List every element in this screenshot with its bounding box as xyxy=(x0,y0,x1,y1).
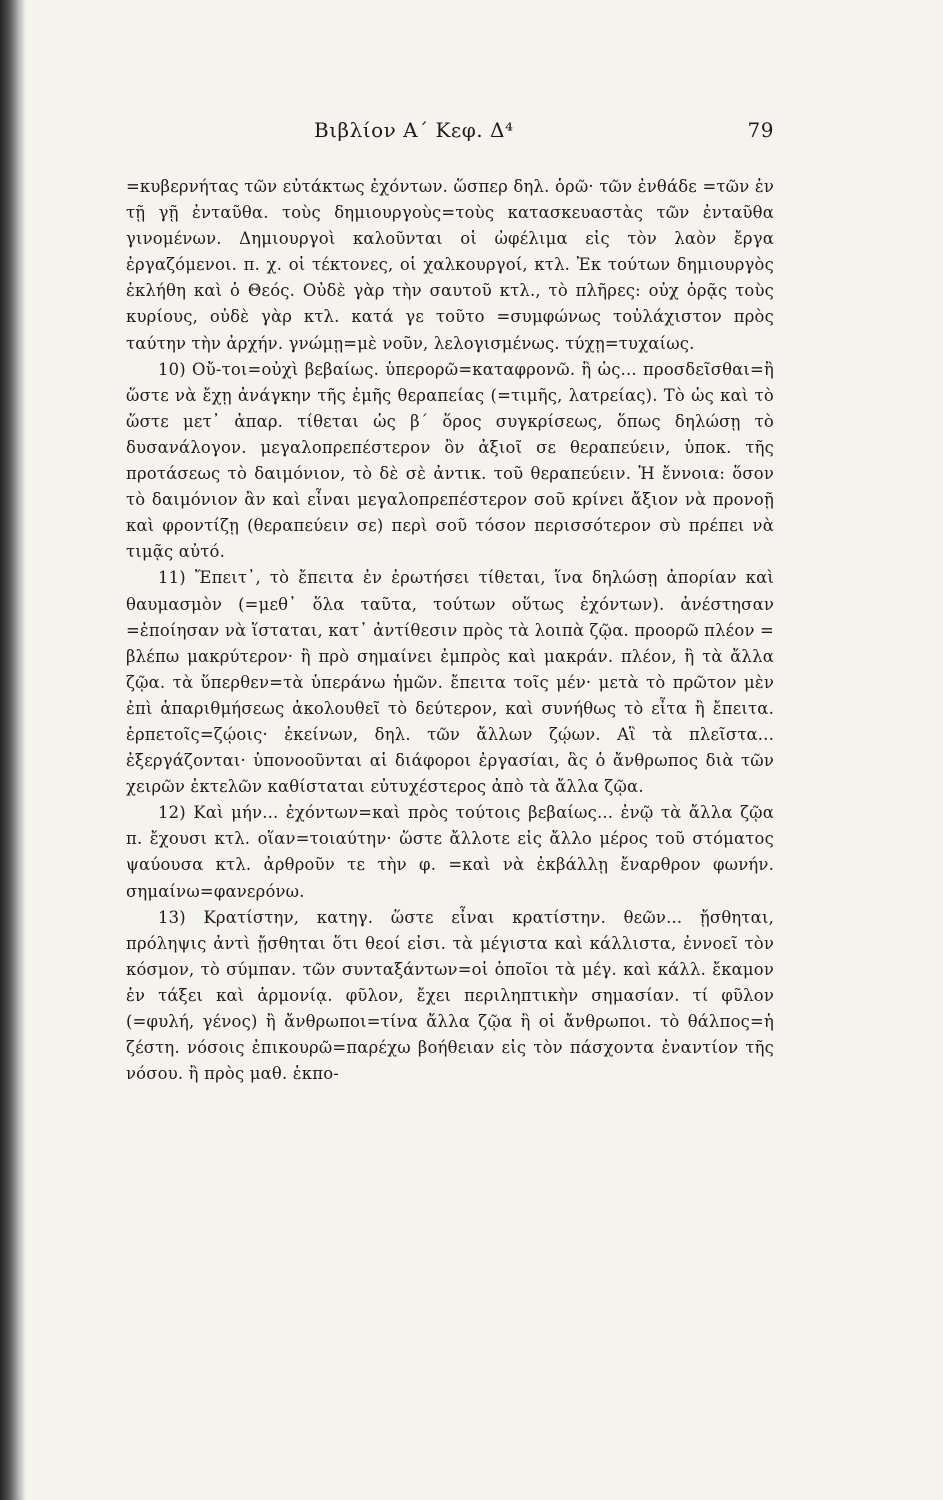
running-header xyxy=(126,118,774,152)
page-body xyxy=(126,174,774,1087)
paragraph-continuation: =κυβερνήτας τῶν εὐτάκτως ἐχόντων. ὥσπερ δηλ. ὁρῶ· τῶν ἐνθάδε =τῶν ἐν τῇ γῇ ἐνταῦθα. τοὺς δημιουργοὺς=τοὺς κατασκευαστὰς τῶν ἐνταῦθα γινομένων. Δημιουργοὶ καλοῦνται οἱ ὠφέλιμα εἰς τὸν λαὸν ἔργα ἐργαζόμενοι. π. χ. οἱ τέκτονες, οἱ χαλκουργοί, κτλ. Ἐκ τούτων δημιουργὸς ἐκλήθη καὶ ὁ Θεός. Οὐδὲ γὰρ τὴν σαυτοῦ κτλ., τὸ πλῆρες: οὐχ ὁρᾷς τοὺς κυρίους, οὐδὲ γὰρ κτλ. κατά γε τοῦτο =συμφώνως τοὐλάχιστον πρὸς ταύτην τὴν ἀρχήν. γνώμῃ=μὲ νοῦν, λελογισμένως. τύχῃ=τυχαίως. xyxy=(126,177,774,353)
paragraph-note-13: 13) Κρατίστην, κατηγ. ὥστε εἶναι κρατίστην. θεῶν... ᾔσθηται, πρόληψις ἀντὶ ᾔσθηται ὅτι θεοί εἰσι. τὰ μέγιστα καὶ κάλλιστα, ἐννοεῖ τὸν κόσμον, τὸ σύμπαν. τῶν συνταξάντων=οἱ ὁποῖοι τὰ μέγ. καὶ κάλλ. ἔκαμον ἐν τάξει καὶ ἁρμονίᾳ. φῦλον, ἔχει περιληπτικὴν σημασίαν. τί φῦλον (=φυλή, γένος) ἢ ἄνθρωποι=τίνα ἄλλα ζῷα ἢ οἱ ἄνθρωποι. τὸ θάλπος=ἡ ζέστη. νόσοις ἐπικουρῶ=παρέχω βοήθειαν εἰς τὸν πάσχοντα ἐναντίον τῆς νόσου. ἢ πρὸς μαθ. ἐκπο- xyxy=(126,907,774,1084)
page-number: 79 xyxy=(747,118,774,142)
paragraph-note-11: 11) Ἔπειτ᾿, τὸ ἔπειτα ἐν ἐρωτήσει τίθεται, ἵνα δηλώσῃ ἀπορίαν καὶ θαυμασμὸν (=μεθ᾿ ὅλα ταῦτα, τούτων οὕτως ἐχόντων). ἀνέστησαν =ἐποίησαν νὰ ἵσταται, κατ᾿ ἀντίθεσιν πρὸς τὰ λοιπὰ ζῷα. προορῶ πλέον = βλέπω μακρύτερον· ἢ πρὸ σημαίνει ἐμπρὸς καὶ μακράν. πλέον, ἢ τὰ ἄλλα ζῷα. τὰ ὕπερθεν=τὰ ὑπεράνω ἡμῶν. ἔπειτα τοῖς μέν· μετὰ τὸ πρῶτον μὲν ἐπὶ ἀπαριθμήσεως ἀκολουθεῖ τὸ δεύτερον, καὶ συνήθως τὸ εἶτα ἢ ἔπειτα. ἑρπετοῖς=ζῴοις· ἐκείνων, δηλ. τῶν ἄλλων ζῴων. Αἳ τὰ πλεῖστα... ἐξεργάζονται· ὑπονοοῦνται αἱ διάφοροι ἐργασίαι, ἃς ὁ ἄνθρωπος διὰ τῶν χειρῶν ἐκτελῶν καθίσταται εὐτυχέστερος ἀπὸ τὰ ἄλλα ζῷα. xyxy=(126,568,774,797)
paragraph-note-12: 12) Καὶ μήν... ἐχόντων=καὶ πρὸς τούτοις βεβαίως... ἐνῷ τὰ ἄλλα ζῷα π. ἔχουσι κτλ. οἵαν=τοιαύτην· ὥστε ἄλλοτε εἰς ἄλλο μέρος τοῦ στόματος ψαύουσα κτλ. ἀρθροῦν τε τὴν φ. =καὶ νὰ ἐκβάλλῃ ἔναρθρον φωνήν. σημαίνω=φανερόνω. xyxy=(126,803,774,901)
page-edge-shadow xyxy=(0,0,26,1500)
running-title: Βιβλίον Α΄ Κεφ. Δ⁴ xyxy=(314,118,514,142)
paragraph-note-10: 10) Οὔ-τοι=οὐχὶ βεβαίως. ὑπερορῶ=καταφρονῶ. ἢ ὡς... προσδεῖσθαι=ἢ ὥστε νὰ ἔχῃ ἀνάγκην τῆς ἐμῆς θεραπείας (=τιμῆς, λατρείας). Τὸ ὡς καὶ τὸ ὥστε μετ᾿ ἀπαρ. τίθεται ὡς β΄ ὅρος συγκρίσεως, ὅπως δηλώσῃ τὸ δυσανάλογον. μεγαλοπρεπέστερον ὂν ἀξιοῖ σε θεραπεύειν, ὑποκ. τῆς προτάσεως τὸ δαιμόνιον, τὸ δὲ σὲ ἀντικ. τοῦ θεραπεύειν. Ἡ ἔννοια: ὅσον τὸ δαιμόνιον ἂν καὶ εἶναι μεγαλοπρεπέστερον σοῦ κρίνει ἄξιον νὰ προνοῇ καὶ φροντίζῃ (θεραπεύειν σε) περὶ σοῦ τόσον περισσότερον σὺ πρέπει νὰ τιμᾷς αὐτό. xyxy=(126,359,774,562)
